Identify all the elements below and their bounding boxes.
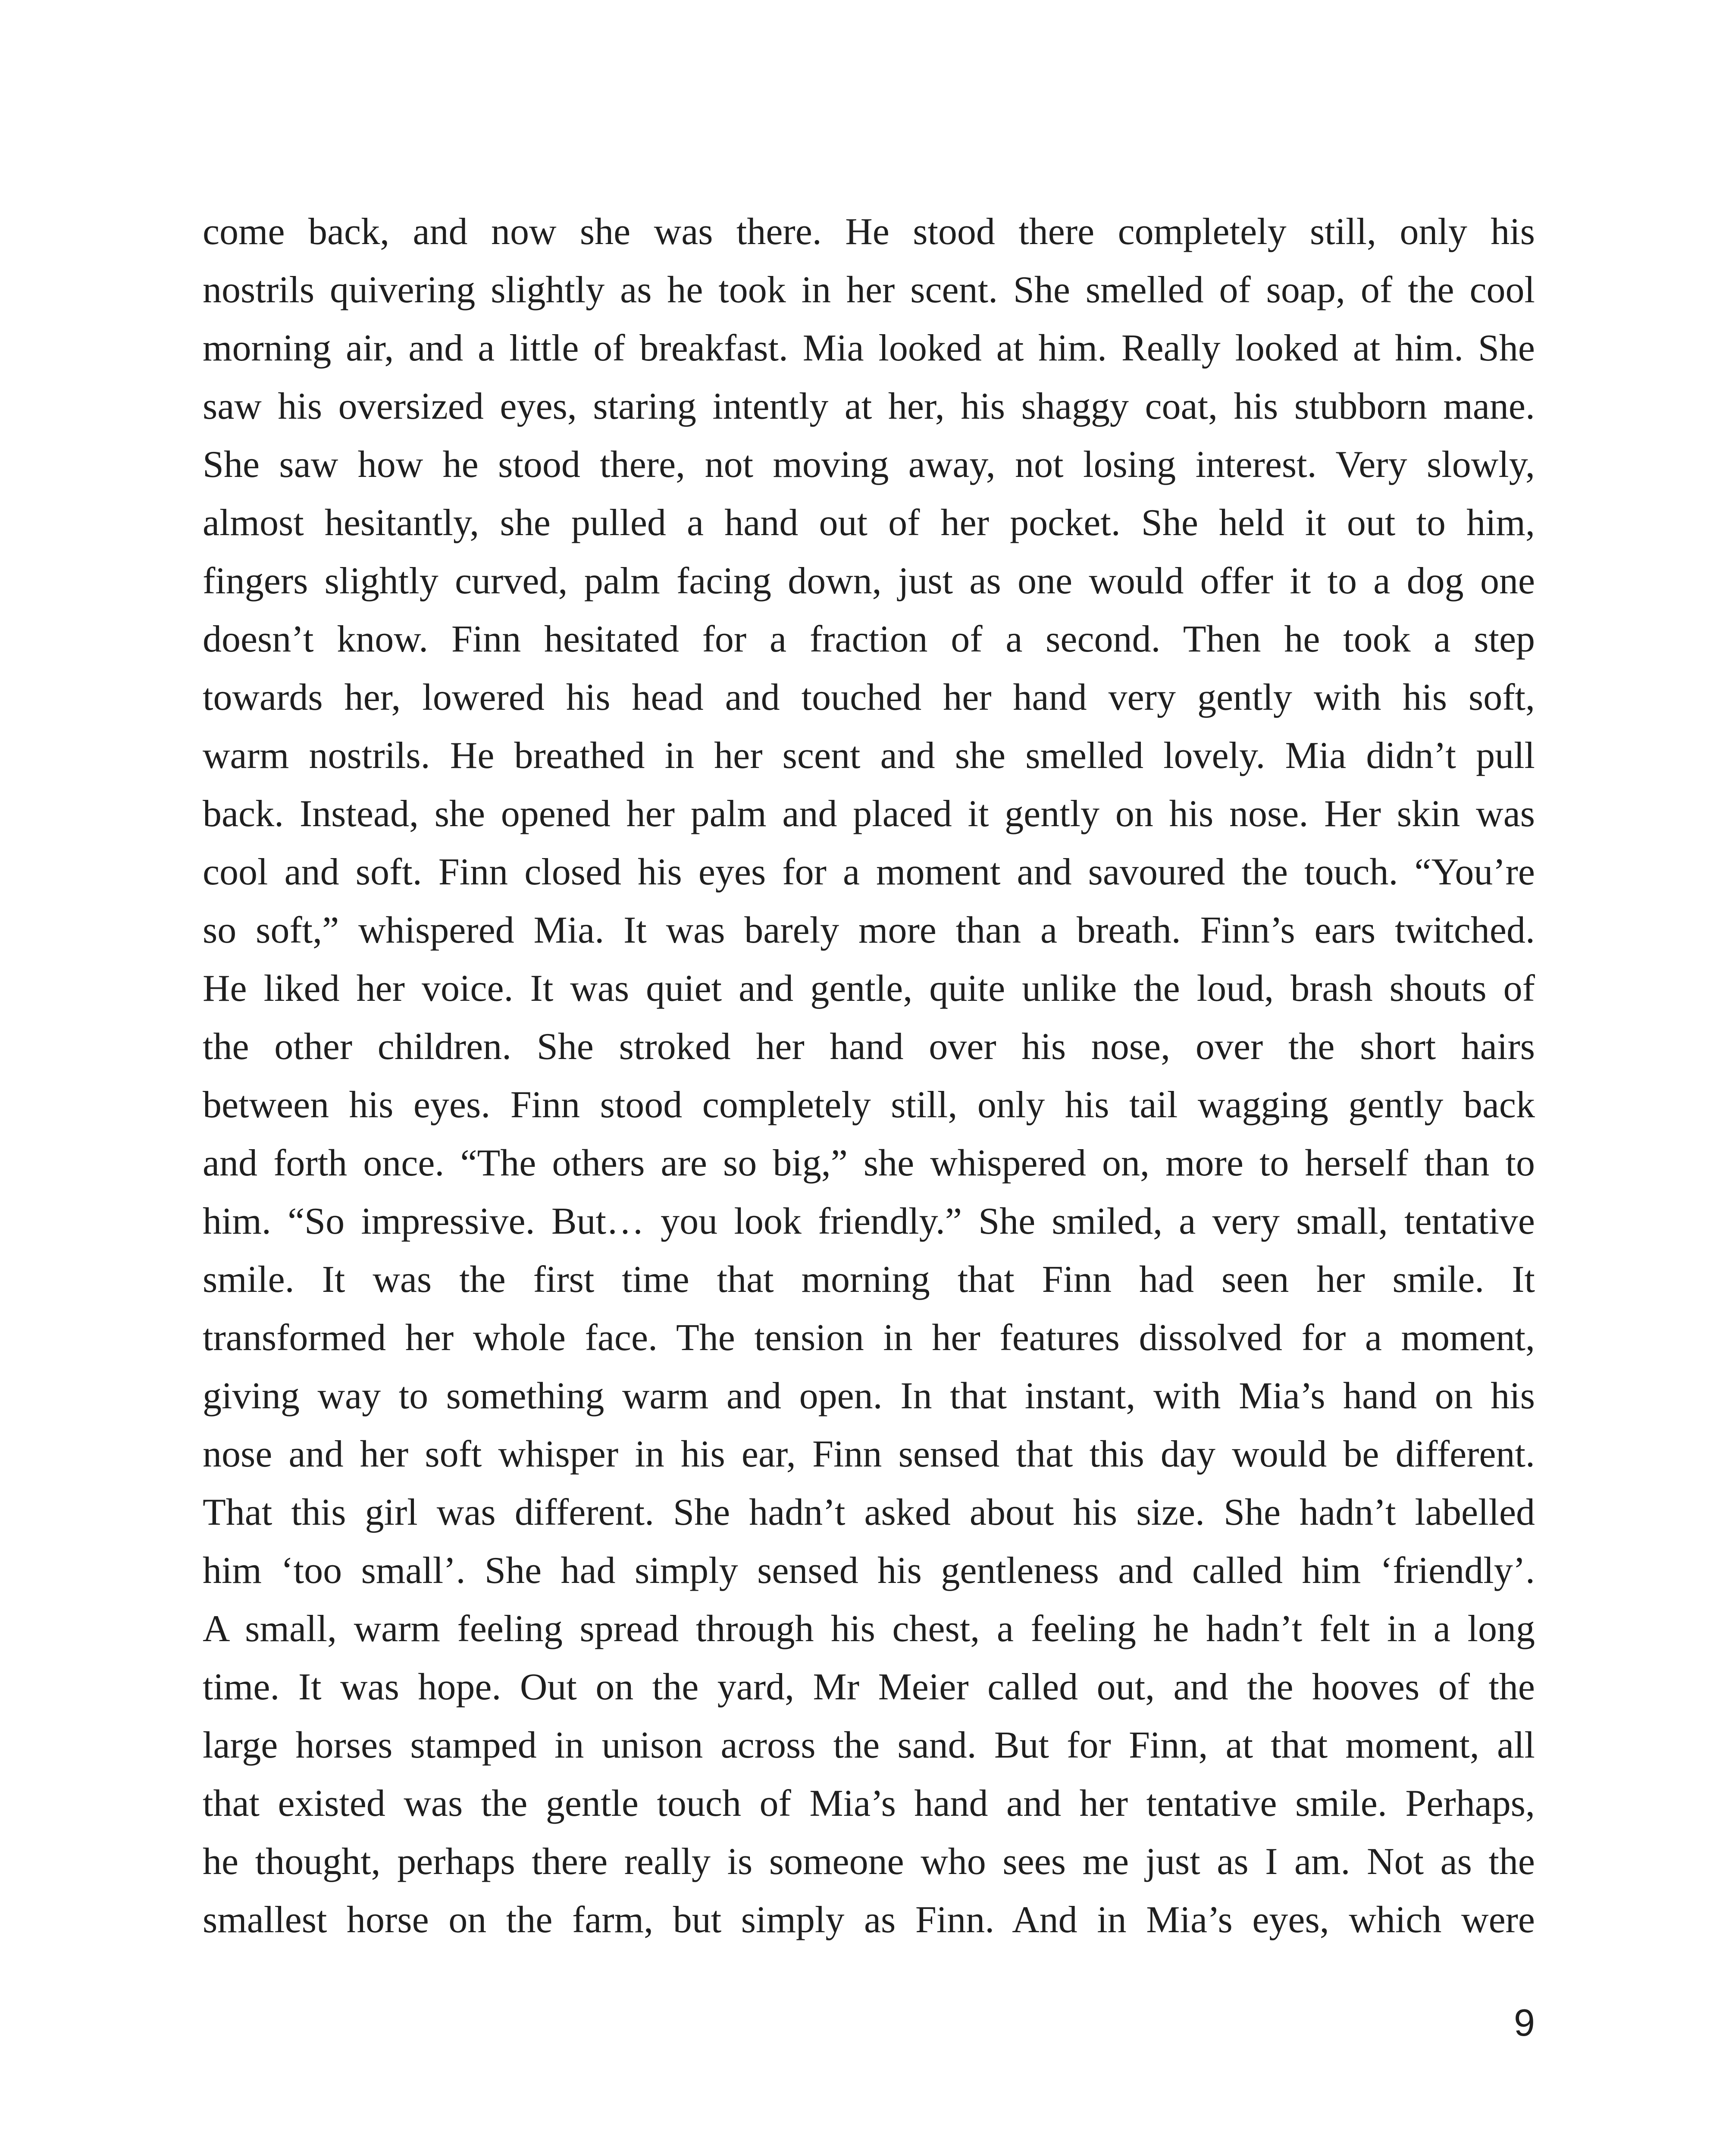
text-line: fingers slightly curved, palm facing down, just as one would offer it to a dog one <box>203 560 1535 602</box>
text-line: cool and soft. Finn closed his eyes for a moment and savoured the touch. “You’re <box>203 851 1535 893</box>
text-line: She saw how he stood there, not moving away, not losing interest. Very slowly, <box>203 444 1535 486</box>
text-line: he thought, perhaps there really is someone who sees me just as I am. Not as the <box>203 1841 1535 1883</box>
text-line: saw his oversized eyes, staring intently at her, his shaggy coat, his stubborn mane. <box>203 385 1535 427</box>
text-line: transformed her whole face. The tension in her features dissolved for a moment, <box>203 1317 1535 1359</box>
text-line: doesn’t know. Finn hesitated for a fraction of a second. Then he took a step <box>203 618 1535 660</box>
text-line: nostrils quivering slightly as he took in her scent. She smelled of soap, of the cool <box>203 269 1535 311</box>
text-line: smile. It was the first time that morning that Finn had seen her smile. It <box>203 1259 1535 1300</box>
text-line: him. “So impressive. But… you look friendly.” She smiled, a very small, tentative <box>203 1200 1535 1242</box>
text-line: so soft,” whispered Mia. It was barely more than a breath. Finn’s ears twitched. <box>203 909 1535 951</box>
text-line: between his eyes. Finn stood completely still, only his tail wagging gently back <box>203 1084 1535 1126</box>
text-line: large horses stamped in unison across the sand. But for Finn, at that moment, all <box>203 1724 1535 1766</box>
text-line: almost hesitantly, she pulled a hand out of her pocket. She held it out to him, <box>203 502 1535 544</box>
body-text <box>203 203 1535 1949</box>
text-line: smallest horse on the farm, but simply as Finn. And in Mia’s eyes, which were <box>203 1899 1535 1941</box>
text-line: back. Instead, she opened her palm and placed it gently on his nose. Her skin was <box>203 793 1535 835</box>
text-line: giving way to something warm and open. In that instant, with Mia’s hand on his <box>203 1375 1535 1417</box>
text-line: towards her, lowered his head and touched her hand very gently with his soft, <box>203 677 1535 718</box>
text-line: A small, warm feeling spread through his chest, a feeling he hadn’t felt in a long <box>203 1608 1535 1650</box>
text-line: come back, and now she was there. He stood there completely still, only his <box>203 211 1535 253</box>
page-number: 9 <box>1514 2001 1535 2044</box>
text-line: that existed was the gentle touch of Mia’s hand and her tentative smile. Perhaps, <box>203 1783 1535 1824</box>
text-line: him ‘too small’. She had simply sensed his gentleness and called him ‘friendly’. <box>203 1550 1535 1592</box>
text-line: the other children. She stroked her hand over his nose, over the short hairs <box>203 1026 1535 1068</box>
text-line: time. It was hope. Out on the yard, Mr Meier called out, and the hooves of the <box>203 1666 1535 1708</box>
text-line: He liked her voice. It was quiet and gentle, quite unlike the loud, brash shouts of <box>203 968 1535 1009</box>
text-line: and forth once. “The others are so big,” she whispered on, more to herself than to <box>203 1142 1535 1184</box>
text-line: nose and her soft whisper in his ear, Finn sensed that this day would be different. <box>203 1433 1535 1475</box>
text-line: warm nostrils. He breathed in her scent and she smelled lovely. Mia didn’t pull <box>203 735 1535 777</box>
text-line: That this girl was different. She hadn’t asked about his size. She hadn’t labelled <box>203 1492 1535 1533</box>
text-line: morning air, and a little of breakfast. Mia looked at him. Really looked at him. She <box>203 327 1535 369</box>
